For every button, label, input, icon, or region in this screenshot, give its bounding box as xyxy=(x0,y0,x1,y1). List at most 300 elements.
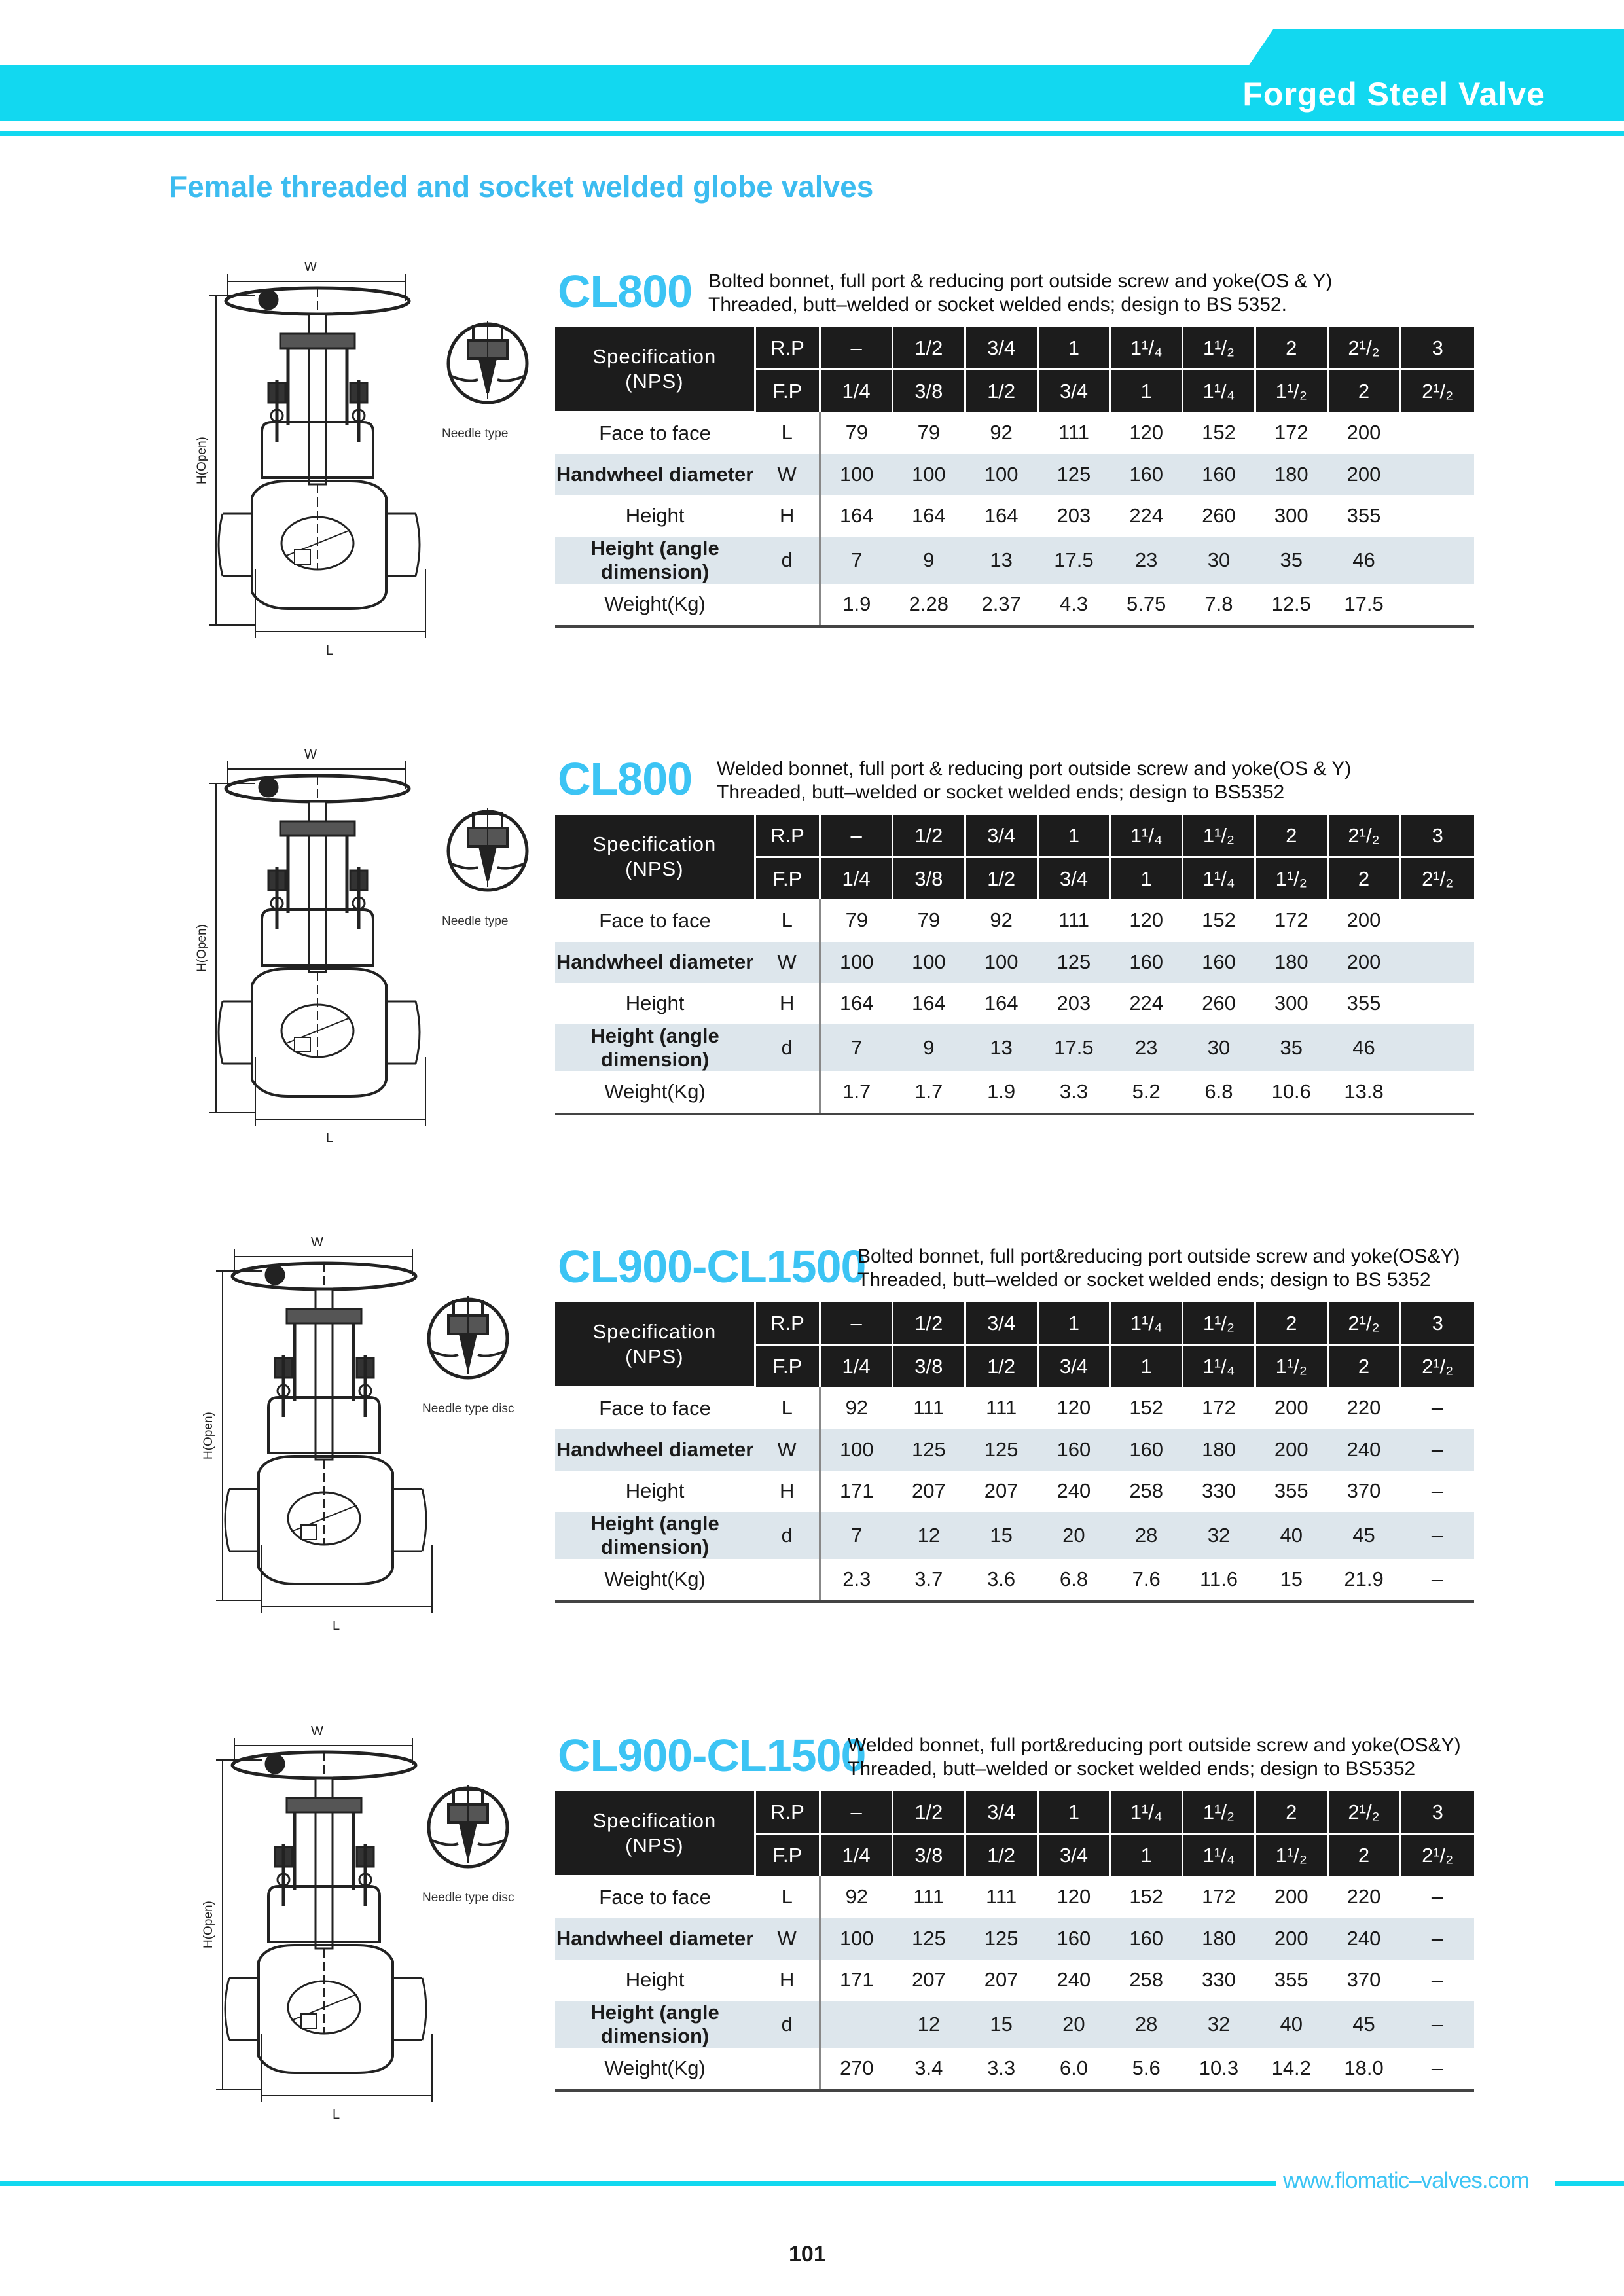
table-cell: 224 xyxy=(1129,992,1164,1014)
table-cell: 2.37 xyxy=(965,584,1038,626)
spec-table xyxy=(555,1302,1474,1603)
table-cell: 1.7 xyxy=(820,1071,893,1114)
fp-size: 1/4 xyxy=(820,857,893,900)
row-symbol: d xyxy=(755,2001,820,2048)
table-cell: 355 xyxy=(1346,504,1381,527)
table-cell: 7 xyxy=(820,1024,893,1071)
fp-size: 2 xyxy=(1327,857,1400,900)
row-symbol: W xyxy=(755,1429,820,1471)
table-cell: 200 xyxy=(1255,1918,1327,1960)
row-label: Height (angle dimension) xyxy=(555,1512,755,1559)
table-cell: 220 xyxy=(1346,1885,1381,1909)
row-label: Weight(Kg) xyxy=(555,584,755,626)
description-line2: Threaded, butt–welded or socket welded ends; design to BS5352 xyxy=(717,781,1285,803)
header-rule xyxy=(0,131,1624,136)
table-cell: 180 xyxy=(1255,454,1327,495)
row-label: Height xyxy=(625,1968,685,1991)
needle-detail xyxy=(422,1778,514,1935)
fp-size: 3/4 xyxy=(1038,857,1110,900)
rp-size: 2 xyxy=(1255,1302,1327,1345)
table-cell: 45 xyxy=(1327,2001,1400,2048)
needle-label: Needle type disc xyxy=(422,1891,514,1905)
table-cell: 79 xyxy=(917,421,941,444)
table-row xyxy=(555,942,1474,983)
table-cell: 172 xyxy=(1202,1885,1236,1909)
table-cell: 3.3 xyxy=(965,2048,1038,2090)
rp-size: 2¹/₂ xyxy=(1327,327,1400,370)
rp-size: – xyxy=(820,815,893,857)
table-cell: 46 xyxy=(1327,537,1400,584)
table-cell: – xyxy=(1400,1512,1474,1559)
table-cell: 258 xyxy=(1129,1479,1164,1502)
table-cell xyxy=(1400,537,1474,584)
table-cell: 100 xyxy=(820,942,893,983)
fp-size: 3/4 xyxy=(1038,1834,1110,1876)
rp-size: 1 xyxy=(1038,327,1110,370)
dim-w-label: W xyxy=(304,262,317,274)
fp-size: 1 xyxy=(1110,370,1183,412)
dim-h-label: H(Open) xyxy=(195,924,209,972)
spec-header-line1: Specification xyxy=(592,344,717,368)
model-name: CL800 xyxy=(558,753,693,804)
rp-size: 3/4 xyxy=(965,1302,1038,1345)
table-cell xyxy=(1400,899,1474,942)
table-cell: 30 xyxy=(1183,537,1255,584)
table-cell xyxy=(1400,1071,1474,1114)
needle-detail xyxy=(442,314,533,471)
table-cell: – xyxy=(1400,2048,1474,2090)
table-cell xyxy=(1400,584,1474,626)
dim-l-label: L xyxy=(333,2108,340,2122)
table-cell: 32 xyxy=(1183,2001,1255,2048)
needle-disc-icon xyxy=(442,314,533,425)
table-cell: 111 xyxy=(1058,908,1089,932)
table-cell: 160 xyxy=(1110,1918,1183,1960)
table-row xyxy=(555,584,1474,626)
description-line2: Threaded, butt–welded or socket welded ends; design to BS 5352. xyxy=(708,294,1287,315)
fp-size: 2 xyxy=(1327,1345,1400,1388)
table-cell: 92 xyxy=(820,1876,893,1918)
table-cell: 200 xyxy=(1274,1396,1308,1420)
table-cell xyxy=(1400,942,1474,983)
table-cell: 46 xyxy=(1327,1024,1400,1071)
table-cell: 164 xyxy=(820,495,893,537)
rp-size: 2¹/₂ xyxy=(1327,1302,1400,1345)
dim-h-label: H(Open) xyxy=(195,437,209,484)
rp-size: 1/2 xyxy=(892,815,965,857)
table-cell: 164 xyxy=(984,992,1019,1014)
rp-size: – xyxy=(820,327,893,370)
table-cell: 100 xyxy=(965,454,1038,495)
table-cell: 240 xyxy=(1056,1968,1091,1991)
row-symbol: d xyxy=(755,1024,820,1071)
row-label: Weight(Kg) xyxy=(555,1559,755,1602)
table-cell: 6.8 xyxy=(1183,1071,1255,1114)
table-cell: 12 xyxy=(892,2001,965,2048)
table-cell: 164 xyxy=(820,983,893,1024)
table-cell xyxy=(1400,454,1474,495)
table-cell: 300 xyxy=(1274,992,1308,1014)
table-cell: 1.9 xyxy=(965,1071,1038,1114)
fp-size: 1¹/₄ xyxy=(1183,857,1255,900)
rp-size: 1/2 xyxy=(892,327,965,370)
rp-size: 1 xyxy=(1038,1302,1110,1345)
table-cell: 207 xyxy=(911,1479,946,1502)
rp-size: 1¹/₂ xyxy=(1183,1791,1255,1834)
table-row xyxy=(555,1918,1474,1960)
table-cell: 125 xyxy=(1038,942,1110,983)
table-cell: 370 xyxy=(1346,1968,1381,1991)
row-symbol: L xyxy=(781,1396,793,1420)
table-cell: 160 xyxy=(1110,454,1183,495)
page-title: Female threaded and socket welded globe valves xyxy=(169,170,874,204)
rp-size: 2¹/₂ xyxy=(1327,1791,1400,1834)
table-cell: 15 xyxy=(965,2001,1038,2048)
spec-header-line2: (NPS) xyxy=(625,369,684,393)
rp-size: 3/4 xyxy=(965,327,1038,370)
rp-size: 1 xyxy=(1038,815,1110,857)
footer-url[interactable]: www.flomatic–valves.com xyxy=(1283,2168,1529,2193)
table-cell: 21.9 xyxy=(1327,1559,1400,1602)
table-cell: 7.8 xyxy=(1183,584,1255,626)
rp-label: R.P xyxy=(755,327,820,370)
table-cell: 13.8 xyxy=(1327,1071,1400,1114)
row-label: Handwheel diameter xyxy=(555,1918,755,1960)
needle-disc-icon xyxy=(422,1289,514,1401)
table-cell: 171 xyxy=(820,1960,893,2001)
rp-size: 1¹/₄ xyxy=(1110,1302,1183,1345)
table-cell: – xyxy=(1400,1429,1474,1471)
rp-size: 2 xyxy=(1255,1791,1327,1834)
table-cell: – xyxy=(1400,1559,1474,1602)
table-cell: 1.7 xyxy=(892,1071,965,1114)
fp-size: 2¹/₂ xyxy=(1400,857,1474,900)
row-label: Height xyxy=(625,1479,685,1502)
spec-table xyxy=(555,1791,1474,2092)
row-symbol: W xyxy=(755,454,820,495)
table-cell: 355 xyxy=(1346,992,1381,1014)
table-cell: 160 xyxy=(1038,1918,1110,1960)
rp-size: 1 xyxy=(1038,1791,1110,1834)
row-symbol xyxy=(755,584,820,626)
table-cell: 240 xyxy=(1327,1429,1400,1471)
table-cell xyxy=(1400,983,1474,1024)
table-row xyxy=(555,537,1474,584)
table-cell: 6.0 xyxy=(1038,2048,1110,2090)
row-symbol xyxy=(755,2048,820,2090)
table-cell: 100 xyxy=(820,454,893,495)
table-cell: 120 xyxy=(1056,1396,1091,1420)
table-cell: 355 xyxy=(1274,1968,1308,1991)
spec-header xyxy=(555,815,755,899)
needle-label: Needle type xyxy=(442,427,509,440)
row-label: Handwheel diameter xyxy=(555,942,755,983)
row-symbol: W xyxy=(755,1918,820,1960)
table-cell: 17.5 xyxy=(1038,537,1110,584)
description-line1: Welded bonnet, full port & reducing port outside screw and yoke(OS & Y) xyxy=(717,758,1352,780)
table-cell: 200 xyxy=(1274,1885,1308,1909)
table-cell: 23 xyxy=(1110,1024,1183,1071)
fp-label: F.P xyxy=(755,370,820,412)
footer-rule-end xyxy=(1555,2181,1624,2186)
table-cell: – xyxy=(1400,2001,1474,2048)
table-cell: 164 xyxy=(984,504,1019,527)
fp-size: 3/8 xyxy=(892,1345,965,1388)
fp-size: 1¹/₂ xyxy=(1255,1345,1327,1388)
dim-h-label: H(Open) xyxy=(202,1901,215,1948)
table-cell: 9 xyxy=(892,537,965,584)
table-cell: 240 xyxy=(1327,1918,1400,1960)
row-symbol: H xyxy=(779,1479,795,1502)
fp-size: 2¹/₂ xyxy=(1400,1834,1474,1876)
fp-size: 1¹/₄ xyxy=(1183,1345,1255,1388)
table-cell: – xyxy=(1431,1396,1443,1420)
row-label: Height (angle dimension) xyxy=(555,2001,755,2048)
table-cell: 172 xyxy=(1274,908,1308,932)
table-cell: 200 xyxy=(1327,942,1400,983)
fp-size: 1/2 xyxy=(965,370,1038,412)
model-name: CL900-CL1500 xyxy=(558,1730,866,1781)
description-line2: Threaded, butt–welded or socket welded ends; design to BS 5352 xyxy=(857,1269,1431,1291)
needle-detail xyxy=(422,1289,514,1446)
table-row xyxy=(555,1559,1474,1602)
page-number: 101 xyxy=(789,2242,826,2267)
fp-size: 1/4 xyxy=(820,1834,893,1876)
table-cell: 5.2 xyxy=(1110,1071,1183,1114)
table-cell: 207 xyxy=(984,1479,1019,1502)
row-label: Weight(Kg) xyxy=(555,1071,755,1114)
table-cell: 6.8 xyxy=(1038,1559,1110,1602)
model-name: CL800 xyxy=(558,266,693,317)
spec-header xyxy=(555,327,755,412)
table-cell: 180 xyxy=(1255,942,1327,983)
spec-header-line1: Specification xyxy=(592,832,717,855)
table-row xyxy=(555,1024,1474,1071)
table-cell: 100 xyxy=(820,1429,893,1471)
table-cell xyxy=(1400,1024,1474,1071)
spec-header xyxy=(555,1791,755,1876)
table-cell: 40 xyxy=(1255,1512,1327,1559)
rp-size: 2¹/₂ xyxy=(1327,815,1400,857)
table-row xyxy=(555,495,1474,537)
dim-w-label: W xyxy=(311,1237,323,1249)
footer-rule xyxy=(0,2181,1276,2186)
valve-section xyxy=(0,262,1624,720)
table-cell: 355 xyxy=(1274,1479,1308,1502)
table-cell: 125 xyxy=(1038,454,1110,495)
description-line2: Threaded, butt–welded or socket welded ends; design to BS5352 xyxy=(848,1758,1416,1780)
header-title: Forged Steel Valve xyxy=(1242,76,1545,113)
table-cell: 172 xyxy=(1202,1396,1236,1420)
table-cell: 120 xyxy=(1056,1885,1091,1909)
table-cell: – xyxy=(1400,1918,1474,1960)
table-cell: 152 xyxy=(1129,1885,1164,1909)
table-row xyxy=(555,412,1474,454)
table-row xyxy=(555,899,1474,942)
row-symbol xyxy=(755,1559,820,1602)
table-cell: 28 xyxy=(1110,1512,1183,1559)
spec-header xyxy=(555,1302,755,1387)
fp-size: 3/8 xyxy=(892,857,965,900)
fp-size: 1 xyxy=(1110,1834,1183,1876)
dim-l-label: L xyxy=(326,643,334,658)
table-cell xyxy=(1400,495,1474,537)
table-cell: 100 xyxy=(892,942,965,983)
table-cell: 125 xyxy=(892,1429,965,1471)
needle-detail xyxy=(442,802,533,959)
table-cell: 111 xyxy=(913,1885,945,1909)
table-row xyxy=(555,1071,1474,1114)
row-symbol: H xyxy=(779,504,795,527)
row-symbol xyxy=(755,1071,820,1114)
model-name: CL900-CL1500 xyxy=(558,1241,866,1292)
rp-size: – xyxy=(820,1791,893,1834)
spec-header-line2: (NPS) xyxy=(625,1344,684,1368)
dim-l-label: L xyxy=(326,1131,334,1145)
fp-size: 1¹/₄ xyxy=(1183,370,1255,412)
table-cell: 30 xyxy=(1183,1024,1255,1071)
table-cell: 220 xyxy=(1346,1396,1381,1420)
row-label: Height xyxy=(625,992,685,1014)
valve-section xyxy=(0,1726,1624,2184)
table-cell: 100 xyxy=(965,942,1038,983)
fp-size: 2¹/₂ xyxy=(1400,370,1474,412)
fp-size: 1¹/₂ xyxy=(1255,857,1327,900)
table-cell: 152 xyxy=(1202,908,1236,932)
model-description xyxy=(708,270,1332,317)
description-line1: Bolted bonnet, full port&reducing port outside screw and yoke(OS&Y) xyxy=(857,1246,1460,1267)
valve-section xyxy=(0,749,1624,1208)
table-cell: 10.6 xyxy=(1255,1071,1327,1114)
description-line1: Bolted bonnet, full port & reducing port outside screw and yoke(OS & Y) xyxy=(708,270,1333,292)
fp-size: 1/4 xyxy=(820,1345,893,1388)
table-cell: 10.3 xyxy=(1183,2048,1255,2090)
table-cell: 12 xyxy=(892,1512,965,1559)
fp-label: F.P xyxy=(755,1345,820,1388)
rp-size: 1¹/₂ xyxy=(1183,1302,1255,1345)
rp-size: 1¹/₄ xyxy=(1110,1791,1183,1834)
rp-size: 1¹/₄ xyxy=(1110,327,1183,370)
fp-size: 1/2 xyxy=(965,1345,1038,1388)
table-row xyxy=(555,1429,1474,1471)
table-cell: 125 xyxy=(892,1918,965,1960)
table-cell: 330 xyxy=(1202,1479,1236,1502)
table-cell: 160 xyxy=(1038,1429,1110,1471)
table-cell: 3.7 xyxy=(892,1559,965,1602)
rp-size: 3 xyxy=(1400,1791,1474,1834)
table-cell: 5.75 xyxy=(1110,584,1183,626)
table-cell: 180 xyxy=(1183,1429,1255,1471)
table-cell: 111 xyxy=(986,1396,1017,1420)
dim-w-label: W xyxy=(311,1726,323,1738)
table-row xyxy=(555,1960,1474,2001)
row-symbol: L xyxy=(781,421,793,444)
spec-header-line1: Specification xyxy=(592,1319,717,1343)
table-cell: 370 xyxy=(1346,1479,1381,1502)
table-cell: 3.3 xyxy=(1038,1071,1110,1114)
table-cell: 17.5 xyxy=(1038,1024,1110,1071)
row-label: Face to face xyxy=(599,1886,711,1909)
table-cell: 125 xyxy=(965,1918,1038,1960)
table-cell: 7 xyxy=(820,537,893,584)
table-cell: 180 xyxy=(1183,1918,1255,1960)
table-row xyxy=(555,1387,1474,1429)
table-cell: 13 xyxy=(965,1024,1038,1071)
table-cell: 260 xyxy=(1202,992,1236,1014)
table-row xyxy=(555,2001,1474,2048)
row-symbol: d xyxy=(755,1512,820,1559)
table-row xyxy=(555,454,1474,495)
table-cell: 18.0 xyxy=(1327,2048,1400,2090)
table-cell: 120 xyxy=(1129,908,1164,932)
fp-size: 3/4 xyxy=(1038,1345,1110,1388)
row-label: Face to face xyxy=(599,909,711,932)
table-cell: 79 xyxy=(917,908,941,932)
table-cell: 111 xyxy=(1058,421,1089,444)
spec-header-line2: (NPS) xyxy=(625,1833,684,1857)
table-cell: 79 xyxy=(820,899,893,942)
fp-size: 3/8 xyxy=(892,1834,965,1876)
fp-size: 2¹/₂ xyxy=(1400,1345,1474,1388)
rp-size: 3 xyxy=(1400,327,1474,370)
table-cell xyxy=(820,2001,893,2048)
table-cell: 200 xyxy=(1255,1429,1327,1471)
table-cell: 100 xyxy=(892,454,965,495)
table-cell: 79 xyxy=(820,412,893,454)
table-cell: 111 xyxy=(986,1885,1017,1909)
spec-table xyxy=(555,815,1474,1115)
table-cell: 20 xyxy=(1038,1512,1110,1559)
spec-header-line1: Specification xyxy=(592,1808,717,1832)
table-cell: 207 xyxy=(911,1968,946,1991)
row-label: Weight(Kg) xyxy=(555,2048,755,2090)
rp-size: 2 xyxy=(1255,815,1327,857)
rp-size: 1¹/₂ xyxy=(1183,815,1255,857)
table-row xyxy=(555,983,1474,1024)
row-symbol: H xyxy=(779,1968,795,1991)
table-cell: 120 xyxy=(1129,421,1164,444)
dim-w-label: W xyxy=(304,749,317,762)
rp-size: 3/4 xyxy=(965,815,1038,857)
table-cell: 160 xyxy=(1110,942,1183,983)
table-cell: 92 xyxy=(990,421,1013,444)
table-cell: 45 xyxy=(1327,1512,1400,1559)
row-label: Height (angle dimension) xyxy=(555,1024,755,1071)
table-cell: 152 xyxy=(1129,1396,1164,1420)
rp-size: 1/2 xyxy=(892,1302,965,1345)
table-cell: 15 xyxy=(965,1512,1038,1559)
needle-disc-icon xyxy=(422,1778,514,1890)
table-cell: 20 xyxy=(1038,2001,1110,2048)
table-cell: 2.3 xyxy=(820,1559,893,1602)
rp-size: 1¹/₂ xyxy=(1183,327,1255,370)
table-cell: 4.3 xyxy=(1038,584,1110,626)
table-cell: 23 xyxy=(1110,537,1183,584)
row-label: Handwheel diameter xyxy=(555,454,755,495)
table-row xyxy=(555,2048,1474,2090)
rp-label: R.P xyxy=(755,815,820,857)
table-cell: – xyxy=(1431,1885,1443,1909)
table-cell: 5.6 xyxy=(1110,2048,1183,2090)
table-cell: – xyxy=(1431,1968,1443,1991)
table-cell: 92 xyxy=(820,1387,893,1429)
fp-size: 1 xyxy=(1110,857,1183,900)
table-cell: 17.5 xyxy=(1327,584,1400,626)
rp-size: 2 xyxy=(1255,327,1327,370)
table-row xyxy=(555,1471,1474,1512)
table-cell: 12.5 xyxy=(1255,584,1327,626)
table-cell: 270 xyxy=(820,2048,893,2090)
